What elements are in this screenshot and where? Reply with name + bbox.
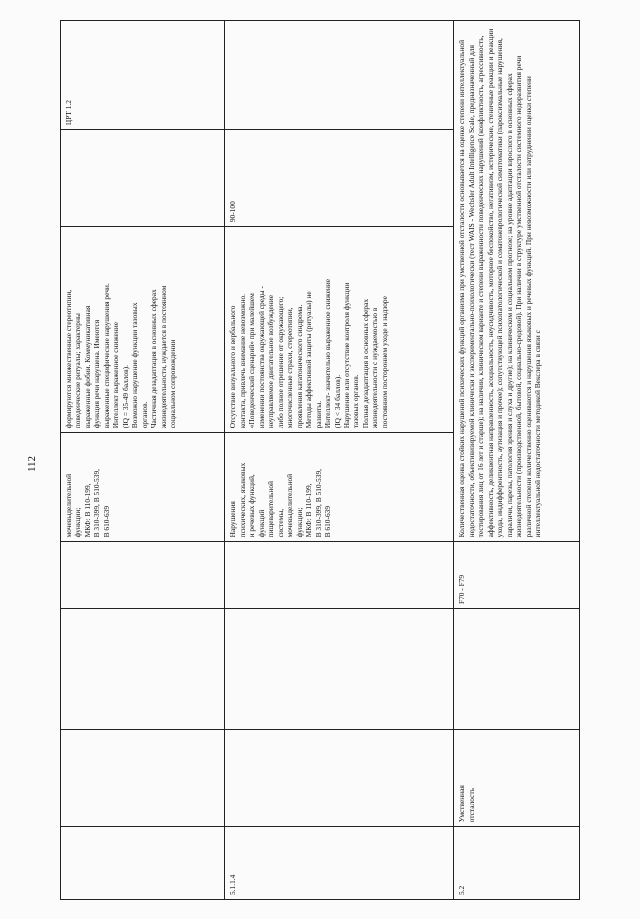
criteria-line: Нарушение или отсутствие контроля функции	[342, 282, 352, 429]
criteria-line: органов.	[139, 401, 149, 429]
criteria-line: постоянном постороннем уходе и надзоре	[379, 296, 389, 429]
icd-line: мочевыделительной	[285, 473, 295, 538]
criteria-line: выраженные специфические нарушения речи.	[101, 283, 111, 429]
criteria-line: развиты.	[313, 400, 323, 429]
row1-f70	[61, 542, 225, 609]
criteria-line: Интеллект выраженное снижение	[111, 322, 121, 429]
icd-line: В 610-639	[323, 505, 333, 538]
row3-code: 5.2	[454, 827, 580, 900]
criteria-line: тазовых органов.	[351, 374, 361, 429]
row2-name	[225, 730, 454, 827]
row1-empty	[61, 609, 225, 730]
icd-line: пищеварительной	[266, 480, 276, 538]
row1-name	[61, 730, 225, 827]
row1-criteria	[61, 227, 225, 433]
criteria-line: контакта, привлечь внимание невозможно.	[237, 293, 247, 429]
row2-program	[225, 21, 454, 130]
page-number: 112	[26, 455, 39, 473]
criteria-line: изменении постоянства окружающей среды -	[256, 286, 266, 429]
row1-percent	[61, 130, 225, 227]
row2-f70	[225, 542, 454, 609]
criteria-line: Частичная дезадаптация в основных сферах	[149, 289, 159, 429]
criteria-line: либо полное отрешение от окружающего;	[275, 296, 285, 429]
row2-criteria	[225, 227, 454, 433]
table-row	[225, 21, 454, 900]
row1-code	[61, 827, 225, 900]
icd-line: МКФ: В 110-199,	[304, 483, 314, 538]
table-row	[61, 21, 225, 900]
icd-line: В 310-399, В 510-539,	[92, 469, 102, 538]
criteria-line: социальном сопровождении	[168, 339, 178, 429]
icd-line: В 310-399, В 510-539,	[313, 469, 323, 538]
criteria-line: многочисленные страхи, стереотипии,	[285, 307, 295, 429]
icd-line: функции;	[73, 507, 83, 538]
row3-empty	[454, 609, 580, 730]
icd-line: психических, языковых	[237, 462, 247, 538]
criteria-line: функция речи нарушена. Имеются	[92, 319, 102, 429]
icd-line: мочевыделительной	[64, 473, 73, 538]
criteria-line: проявления кататонического синдрома.	[294, 304, 304, 429]
criteria-line: Отсутствие визуального и вербального	[228, 305, 238, 429]
criteria-line: «Поведенческий сценарий» при малейшем	[247, 293, 257, 429]
row2-percent: 90-100	[225, 130, 454, 227]
icd-line: функции;	[294, 507, 304, 538]
icd-line: системы,	[275, 508, 285, 538]
criteria-line: поведенческие ритуалы; характерны	[73, 313, 83, 429]
criteria-line: неуправляемое двигательное возбуждение	[266, 295, 276, 429]
row2-empty	[225, 609, 454, 730]
row3-f70: F70 - F79	[454, 542, 580, 609]
rotated-table-wrapper	[60, 20, 580, 900]
criteria-line: формируются множественные стереотипии,	[64, 289, 73, 429]
row1-icd	[61, 433, 225, 542]
criteria-line: Полная дезадаптация в основных сферах	[360, 298, 370, 429]
criteria-line: Методы аффективной защиты (ритуалы) не	[304, 291, 314, 429]
row2-code: 5.1.1.4	[225, 827, 454, 900]
row2-icd	[225, 433, 454, 542]
name-line: отсталость	[466, 787, 476, 823]
criteria-line: (IQ < 34 баллов).	[332, 374, 342, 429]
icd-line: функций	[256, 509, 266, 538]
criteria-line: жизнедеятельности с нуждаемостью в	[370, 307, 380, 429]
criteria-line: (IQ = 35-49 баллов).	[120, 365, 130, 429]
icd-line: Нарушения	[228, 501, 238, 538]
row3-name	[454, 730, 580, 827]
row3-description: Количественная оценка стойких нарушений психических функций организма при умственной отсталости основывается на оценке степени интеллектуальной недостаточности, объективизируемой клинически и экспериментально-психологически (тест WAIS - Wechsler Adult Intelligence Scale, предназначенный для тестирования лиц от 16 лет и старше); на наличии, клиническом варианте и степени выраженности поведенческих нарушений (конфликтность, агрессивность, аффективность, деликвентная направленность, асоциальность, неусидчивость, моторное беспокойство, негативизм, истерические, стеничные реакции и реакции ухода, индифферентность, аутизация и прочее); сопутствующей психопатологической и соматоневрологической симптоматики (пароксизмальные нарушения, параличи, парезы, патология зрения и слуха и другие); на клиническом и социальном прогнозе; на уровне адаптации взрослого в основных сферах жизнедеятельности (производственной, бытовой, социально-средовой). При наличии в структуре умственной отсталости системного недоразвития речи различной степени количественно оцениваются и нарушения языковых и речевых функций. При невозможности или затруднении оценки степени интеллектуальной недостаточности методикой Векслера в связи с	[454, 21, 580, 542]
criteria-line: Возможно нарушение функции тазовых	[130, 302, 140, 429]
criteria-line: Интеллект- значительно выраженное снижение	[323, 278, 333, 429]
name-line: Умственная	[457, 785, 467, 823]
icd-line: и речевых функций,	[247, 474, 257, 538]
table-row	[454, 21, 580, 900]
row1-program: ЦРТ 1.2	[61, 21, 225, 130]
disability-criteria-table	[60, 20, 580, 900]
icd-line: В 610-639	[101, 505, 111, 538]
criteria-line: выраженные фобии. Коммуникативная	[82, 305, 92, 429]
icd-line: МКФ: В 110-199,	[82, 483, 92, 538]
criteria-line: жизнедеятельности, нуждается в постоянном	[158, 285, 168, 429]
